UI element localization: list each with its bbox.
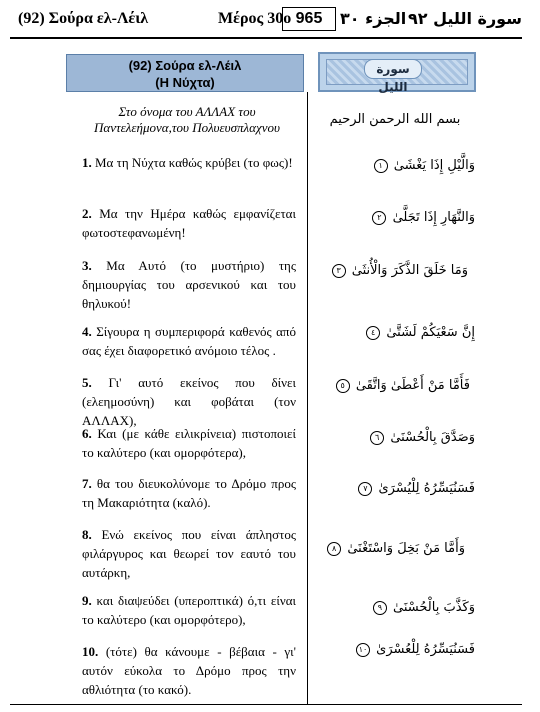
page-number: 965 [282, 7, 336, 31]
verse-text: Μα την Ημέρα καθώς εμφανίζεται φωτοστεφανωμένη! [82, 206, 296, 240]
verse-arabic [330, 378, 470, 393]
verse-greek [82, 373, 296, 430]
verse-number: 5. [82, 375, 92, 390]
verse-greek [82, 153, 296, 172]
verse-end-mark-icon: ٨ [327, 542, 341, 556]
footer-divider [10, 704, 522, 705]
verse-end-mark-icon: ٦ [370, 431, 384, 445]
header-part-greek: Μέρος 30ο [218, 10, 292, 27]
verse-arabic [335, 210, 475, 225]
verse-end-mark-icon: ١ [374, 159, 388, 173]
verse-arabic-text: فَسَنُيَسِّرُهُ لِلْيُسْرَىٰ [378, 481, 475, 496]
verse-arabic [335, 325, 475, 340]
verse-end-mark-icon: ٣ [332, 264, 346, 278]
verse-arabic-text: وَصَدَّقَ بِالْحُسْنَىٰ [390, 430, 475, 445]
verse-arabic-text: وَكَذَّبَ بِالْحُسْنَىٰ [393, 600, 475, 615]
verse-end-mark-icon: ٩ [373, 601, 387, 615]
verse-end-mark-icon: ٤ [366, 326, 380, 340]
verse-arabic-text: فَأَمَّا مَنْ أَعْطَىٰ وَاتَّقَىٰ [355, 378, 470, 393]
header-divider [10, 37, 522, 39]
verse-end-mark-icon: ٥ [336, 379, 350, 393]
verse-text: Ενώ εκείνος που είναι άπληστος φιλάργυρος και θεωρεί τον εαυτό του αυτάρκη, [82, 527, 296, 580]
verse-arabic-text: وَمَا خَلَقَ الذَّكَرَ وَالْأُنثَىٰ [351, 263, 468, 278]
verse-arabic-text: إِنَّ سَعْيَكُمْ لَشَتَّىٰ [386, 325, 475, 340]
verse-number: 2. [82, 206, 92, 221]
verse-number: 6. [82, 426, 92, 441]
basmala-arabic: بسم الله الرحمن الرحيم [329, 112, 461, 127]
verse-greek [82, 642, 296, 699]
verse-text: (τότε) θα κάνουμε - βέβαια - γι' αυτόν εύκολα το Δρόμο προς την αθλιότητα (το κακό). [82, 644, 296, 697]
verse-text: και διαψεύδει (υπεροπτικά) ό,τι είναι το καλύτερο (και ομορφότερο), [82, 593, 297, 627]
basmala-greek: Στο όνομα του ΑΛΛΑΧ του Παντελεήμονα,του Πολυευσπλαχνου [94, 104, 280, 135]
verse-text: Και (με κάθε ειλικρίνεια) πιστοποιεί το καλύτερο (και ομορφότερα), [82, 426, 297, 460]
verse-greek [82, 322, 296, 360]
sura-title-arabic-panel [318, 52, 476, 92]
sura-title-line2: (Η Νύχτα) [155, 75, 215, 90]
sura-title-greek [66, 54, 304, 92]
header-sura-greek: (92) Σούρα ελ-Λέιλ [18, 10, 149, 27]
verse-arabic-text: وَالنَّهَارِ إِذَا تَجَلَّىٰ [392, 210, 475, 225]
verse-arabic-text: فَسَنُيَسِّرُهُ لِلْعُسْرَىٰ [376, 642, 475, 657]
verse-arabic [335, 481, 475, 496]
verse-arabic-text: وَالَّيْلِ إِذَا يَغْشَىٰ [393, 158, 475, 173]
header-juz-arabic: الجزء ٣٠ [340, 9, 407, 28]
verse-text: Γι' αυτό εκείνος που δίνει (ελεημοσύνη) και φοβάται (τον ΑΛΛΑΧ), [82, 375, 297, 428]
verse-end-mark-icon: ٢ [372, 211, 386, 225]
sura-title-line1: (92) Σούρα ελ-Λέιλ [128, 58, 242, 73]
verse-number: 10. [82, 644, 99, 659]
verse-greek [82, 256, 296, 313]
page-header [10, 2, 522, 38]
verse-greek [82, 424, 296, 462]
verse-text: Μα Αυτό (το μυστήριο) της δημιουργίας του αρσενικού και του θηλυκού! [82, 258, 296, 311]
verse-arabic [325, 541, 465, 556]
verse-greek [82, 591, 296, 629]
verse-number: 9. [82, 593, 92, 608]
verse-number: 8. [82, 527, 92, 542]
sura-title-arabic-cartouche: سورة الليل [364, 59, 422, 79]
verse-number: 7. [82, 476, 92, 491]
verse-arabic [335, 642, 475, 657]
verse-number: 3. [82, 258, 92, 273]
verse-text: Σίγουρα η συμπεριφορά καθενός από σας έχει διαφορετικό ανόμοιο τέλος . [82, 324, 296, 358]
verse-arabic [318, 263, 468, 278]
verse-text: Μα τη Νύχτα καθώς κρύβει (το φως)! [95, 155, 293, 170]
verse-arabic [335, 430, 475, 445]
header-sura-arabic: سورة الليل ٩٢ [408, 9, 522, 28]
verse-greek [82, 204, 296, 242]
verse-end-mark-icon: ١٠ [356, 643, 370, 657]
column-divider [307, 92, 308, 704]
verse-arabic-text: وَأَمَّا مَنْ بَخِلَ وَاسْتَغْنَىٰ [347, 541, 465, 556]
verse-number: 4. [82, 324, 92, 339]
verse-arabic [335, 158, 475, 173]
verse-greek [82, 525, 296, 582]
verse-greek [82, 474, 296, 512]
verse-end-mark-icon: ٧ [358, 482, 372, 496]
verse-number: 1. [82, 155, 92, 170]
verse-text: θα του διευκολύνομε το Δρόμο προς τη Μακαριότητα (καλό). [82, 476, 296, 510]
verse-arabic [335, 600, 475, 615]
